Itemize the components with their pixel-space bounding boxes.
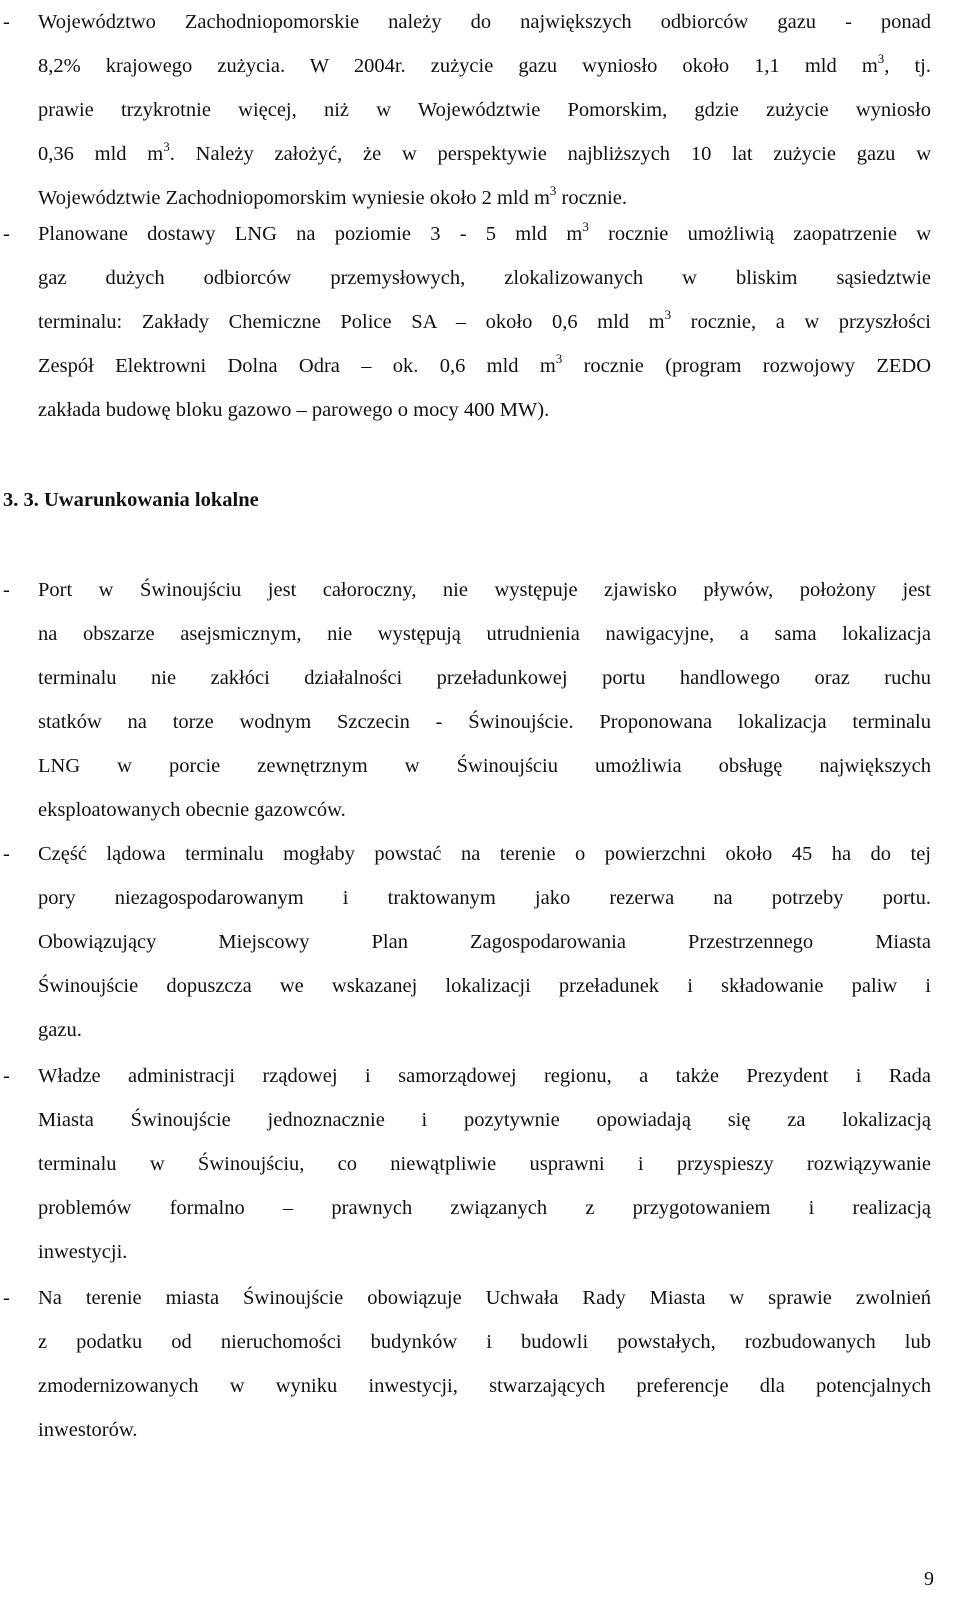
superscript: 3	[549, 183, 557, 198]
list-dash: -	[3, 223, 10, 245]
paragraph-lines	[38, 1276, 931, 1452]
text-line: terminalu w Świnoujściu, co niewątpliwie usprawni i przyspieszy rozwiązywanie	[38, 1153, 931, 1175]
text-line: statków na torze wodnym Szczecin - Świnoujście. Proponowana lokalizacja terminalu	[38, 711, 931, 733]
text-line: Województwie Zachodniopomorskim wyniesie około 2 mld $m^3$ rocznie.	[38, 183, 627, 209]
text-line: Na terenie miasta Świnoujście obowiązuje Uchwała Rady Miasta w sprawie zwolnień	[38, 1287, 931, 1309]
text-line: eksploatowanych obecnie gazowców.	[38, 799, 346, 821]
list-dash: -	[3, 1287, 10, 1309]
superscript: 3	[582, 219, 589, 234]
superscript: 3	[163, 139, 170, 154]
text-line: Część lądowa terminalu mogłaby powstać na terenie o powierzchni około 45 ha do tej	[38, 843, 931, 865]
text-line: prawie trzykrotnie więcej, niż w Województwie Pomorskim, gdzie zużycie wyniosło	[38, 99, 931, 121]
text-line: Miasta Świnoujście jednoznacznie i pozytywnie opowiadają się za lokalizacją	[38, 1109, 931, 1131]
text-line: Planowane dostawy LNG na poziomie 3 - 5 mld $m^3$ rocznie umożliwią zaopatrzenie w	[38, 219, 932, 245]
list-dash: -	[3, 11, 10, 33]
text-line: z podatku od nieruchomości budynków i budowli powstałych, rozbudowanych lub	[38, 1331, 931, 1353]
text-line: gaz dużych odbiorców przemysłowych, zlokalizowanych w bliskim sąsiedztwie	[38, 267, 931, 289]
list-dash: -	[3, 579, 10, 601]
paragraph-lines	[38, 0, 931, 220]
text-line: 8,2% krajowego zużycia. W 2004r. zużycie gazu wyniosło około 1,1 mld $m^3$, tj.	[38, 51, 931, 77]
text-line: terminalu nie zakłóci działalności przeładunkowej portu handlowego oraz ruchu	[38, 667, 931, 689]
list-dash: -	[3, 843, 10, 865]
text-line: Port w Świnoujściu jest całoroczny, nie występuje zjawisko pływów, położony jest	[38, 579, 931, 601]
page-number: 9	[924, 1568, 934, 1590]
text-line: problemów formalno – prawnych związanych z przygotowaniem i realizacją	[38, 1197, 931, 1219]
superscript: 3	[555, 351, 563, 366]
text-line: na obszarze asejsmicznym, nie występują utrudnienia nawigacyjne, a sama lokalizacja	[38, 623, 931, 645]
paragraph-lines	[38, 832, 931, 1052]
paragraph-lines	[38, 1054, 931, 1274]
section-heading: 3. 3. Uwarunkowania lokalne	[3, 489, 259, 511]
text-line: zmodernizowanych w wyniku inwestycji, stwarzających preferencje dla potencjalnych	[38, 1375, 931, 1397]
text-line: LNG w porcie zewnętrznym w Świnoujściu umożliwia obsługę największych	[38, 755, 931, 777]
superscript: 3	[664, 307, 672, 322]
text-line: terminalu: Zakłady Chemiczne Police SA – około 0,6 mld $m^3$ rocznie, a w przyszłości	[38, 307, 931, 333]
text-line: Zespół Elektrowni Dolna Odra – ok. 0,6 mld $m^3$ rocznie (program rozwojowy ZEDO	[38, 351, 931, 377]
text-line: 0,36 mld $m^3$. Należy założyć, że w perspektywie najbliższych 10 lat zużycie gazu w	[38, 139, 931, 165]
text-line: Obowiązujący Miejscowy Plan Zagospodarowania Przestrzennego Miasta	[38, 931, 931, 953]
text-line: Województwo Zachodniopomorskie należy do największych odbiorców gazu - ponad	[38, 11, 931, 33]
text-line: Władze administracji rządowej i samorządowej regionu, a także Prezydent i Rada	[38, 1065, 931, 1087]
text-line: inwestycji.	[38, 1241, 128, 1263]
superscript: 3	[877, 51, 885, 66]
paragraph-lines	[38, 212, 931, 432]
text-line: pory niezagospodarowanym i traktowanym jako rezerwa na potrzeby portu.	[38, 887, 931, 909]
text-line: gazu.	[38, 1019, 82, 1041]
text-line: Świnoujście dopuszcza we wskazanej lokalizacji przeładunek i składowanie paliw i	[38, 975, 931, 997]
text-line: zakłada budowę bloku gazowo – parowego o mocy 400 MW).	[38, 399, 550, 421]
text-line: inwestorów.	[38, 1419, 138, 1441]
list-dash: -	[3, 1065, 10, 1087]
paragraph-lines	[38, 568, 931, 832]
